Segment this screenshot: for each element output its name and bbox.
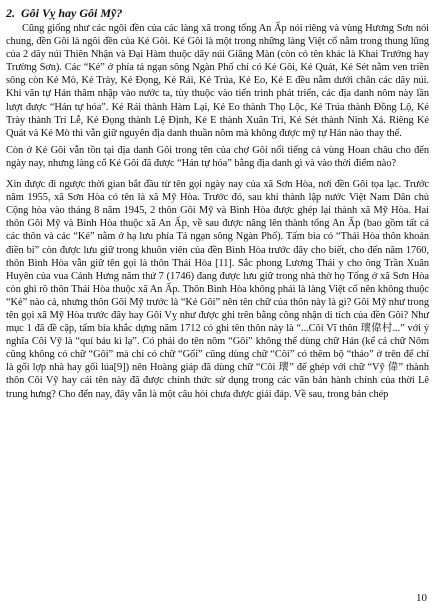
- page-number: 10: [416, 592, 427, 604]
- section-heading: [6, 6, 429, 21]
- paragraph-2: Còn ở Kẻ Gôi vẫn tồn tại địa danh Gôi trong tên của chợ Gôi nổi tiếng cả vùng Hoan châu cho đến ngày nay, nhưng làng cổ Kẻ Gôi đã được “Hán tự hóa” bằng địa danh gì và vào thời điểm nào?: [6, 144, 429, 169]
- paragraph-3: Xin được đi ngược thời gian bắt đầu từ tên gọi ngày nay của xã Sơn Hòa, nơi đền Gôi tọa lạc. Trước năm 1955, xã Sơn Hòa có tên là xã Mỹ Hòa. Trước đó, sau khi thành lập nước Việt Nam Dân chủ Cộng hòa vào tháng 8 năm 1945, 2 thôn Gôi Mỹ và Bình Hòa được ghép lại thành xã Mỹ Hòa. Hai thôn Gôi Mỹ và Bình Hòa thuộc xã An Ấp, về sau được nâng lên thành tổng An Ấp (bao gồm tất cả các thôn và các “Kẻ” nằm ở hạ lưu phía Tả ngạn sông Ngàn Phố). Tấm bia có “Thái Hòa thôn khoán điền bi” còn được lưu giữ trong khuôn viên của đền Bình Hòa trước đây cho biết, cho đến năm 1760, thôn Bình Hòa vẫn giữ tên gọi là thôn Thái Hòa [11]. Sắc phong Lương Thái y cho ông Trần Xuân Huyên của vua Cảnh Hưng năm thứ 7 (1746) đang được lưu giữ trong nhà thờ họ Tống ở xã Sơn Hòa còn ghi rõ thôn Thái Hòa thuộc xã An Ấp. Thôn Bình Hòa không phải là làng Việt cổ nên không thuộc “Kẻ” nào cả, nhưng thôn Gôi Mỹ trước là “Kẻ Gôi” nên tên chữ của thôn này là gì? Gôi Mỹ như trong tên gọi xã Mỹ Hòa trước đây hay Gôi Vỵ như được ghi trên bằng công nhận di tích của đền Gôi? Như mục 1 đã đề cập, tấm bia khắc dựng năm 1712 có ghi tên thôn này là “...Côi Vĩ thôn 瓌偉村...” với ý nghĩa Côi Vỹ là “quí báu kì lạ”. Có phải do tên nôm “Gôi” không thể dùng chữ Hán (kể cả chữ Nôm cũng không có chữ “Gôi” mà chỉ có chữ “Gối” cũng dùng chữ “Côi” có thêm bộ “thảo” ở trên để chỉ là gối lợp nhà hay gối lúa[9]) nên Hoàng giáp đã dùng chữ “Côi 瓌” để ghép với chữ “Vỹ 偉” thành thôn Côi Vỹ hay cái tên này đã được chính thức sử dụng trong các văn bản hành chính của thời Lê trung hưng? Cho đến nay, đây vẫn là một câu hỏi chưa được giải đáp. Về sau, trong bản chép: [6, 179, 429, 400]
- paragraph-1: Cũng giống như các ngôi đền của các làng xã trong tổng An Ấp nói riêng và vùng Hương Sơn nói chung, đền Gôi là ngôi đền của Kẻ Gôi. Kẻ Gôi là một trong những làng Việt cổ nằm trong thung lũng của 2 dãy núi Thiên Nhận và Đại Hàm thuộc dãy núi Giăng Màn (còn có tên khác là Khai Trướng hay Trường Sơn). Các “Kẻ” ở phía tả ngạn sông Ngàn Phố chỉ có Kẻ Gôi, Kẻ Quát, Kẻ Sét nằm ven triền sông còn Kẻ Mò, Kẻ Trày, Kẻ Đọng, Kẻ Rái, Kẻ Trúa, Kẻ Eo, Kẻ E đều nằm dưới chân các dãy núi. Khi văn tự Hán thâm nhập vào nước ta, tùy thuộc vào tiến trình phát triển, các địa danh nôm này lần lượt được “Hán tự hóa”. Kẻ Rái thành Hàm Lại, Kẻ Eo thành Thọ Lộc, Kẻ Trúa thành Đồng Lộ, Kẻ Trày thành Trí Lễ, Kẻ Đọng thành Lệ Định, Kẻ E thành Xuân Trì, Kẻ Sét thành Ninh Xá. Riêng Kẻ Quát và Kẻ Mò thì vẫn giữ nguyên địa danh thuần nôm mà không được mỹ tự Hán nào thay thế.: [6, 23, 429, 139]
- section-number: 2.: [6, 6, 15, 20]
- section-title: Gôi Vỵ hay Gôi Mỹ?: [21, 6, 123, 20]
